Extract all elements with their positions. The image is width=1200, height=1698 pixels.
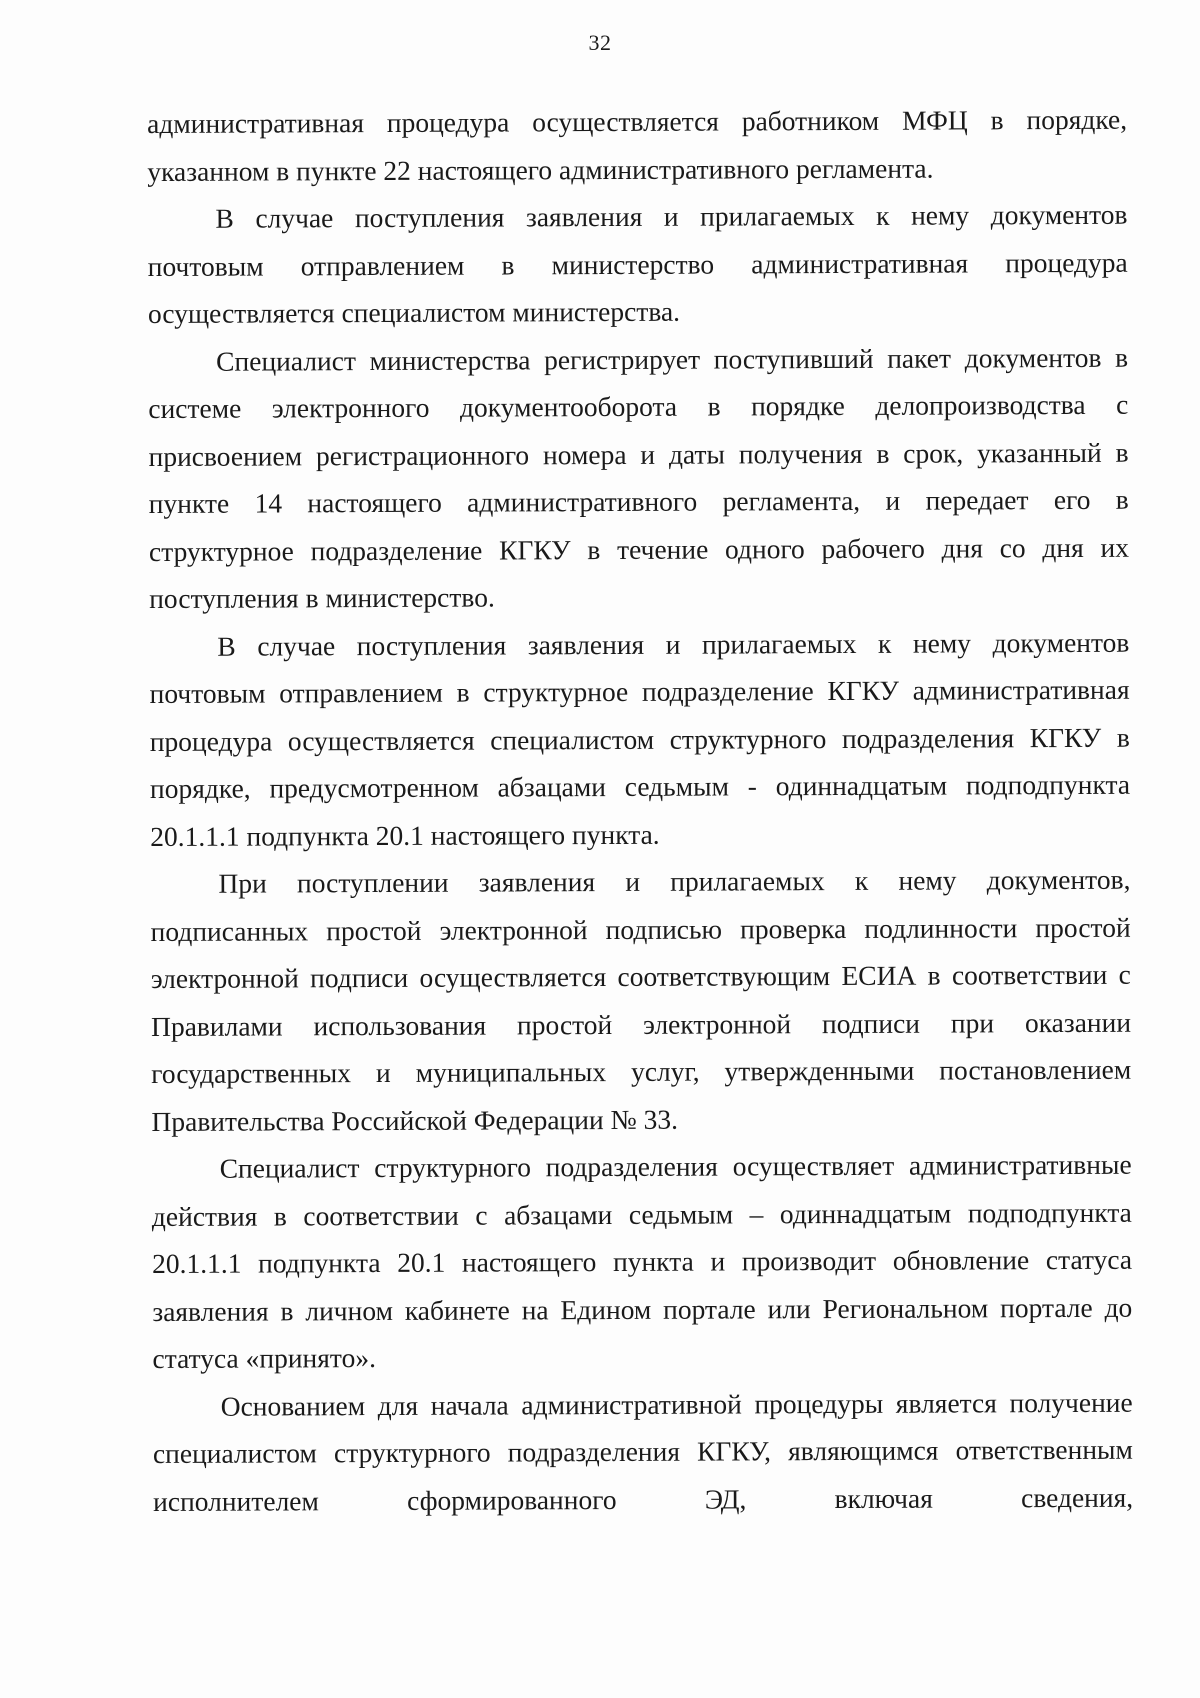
paragraph-2: В случае поступления заявления и прилагаемых к нему документов почтовым отправлением в министерство административная процедура осуществляется специалистом министерства.: [147, 198, 1128, 329]
paragraph-3: Специалист министерства регистрирует поступивший пакет документов в системе электронного документооборота в порядке делопроизводства с присвоением регистрационного номера и даты получения в срок, указанный в пункте 14 настоящего административного регламента, и передает его в структурное подразделение КГКУ в течение одного рабочего дня со дня их поступления в министерство.: [148, 341, 1130, 614]
paragraph-4: В случае поступления заявления и прилагаемых к нему документов почтовым отправлением в структурное подразделение КГКУ административная процедура осуществляется специалистом структурного подразделения КГКУ в порядке, предусмотренном абзацами седьмым - одиннадцатым подподпункта 20.1.1.1 подпункта 20.1 настоящего пункта.: [149, 626, 1131, 852]
paragraph-6: Специалист структурного подразделения осуществляет административные действия в соответствии с абзацами седьмым – одиннадцатым подподпункта 20.1.1.1 подпункта 20.1 настоящего пункта и производит обновление статуса заявления в личном кабинете на Едином портале или Региональном портале до статуса «принято».: [151, 1148, 1133, 1374]
paragraph-1: административная процедура осуществляется работником МФЦ в порядке, указанном в пункте 22 настоящего административного регламента.: [147, 103, 1128, 187]
document-body: [147, 96, 1133, 1525]
page-number: 32: [588, 30, 612, 55]
paragraph-5: При поступлении заявления и прилагаемых к нему документов, подписанных простой электронной подписью проверка подлинности простой электронной подписи осуществляется соответствующим ЕСИА в соответствии с Правилами использования простой электронной подписи при оказании государственных и муниципальных услуг, утвержденными постановлением Правительства Российской Федерации № 33.: [150, 863, 1132, 1137]
paragraph-7: Основанием для начала административной процедуры является получение специалистом структурного подразделения КГКУ, являющимся ответственным исполнителем сформированного ЭД, включая сведения,: [152, 1386, 1134, 1517]
